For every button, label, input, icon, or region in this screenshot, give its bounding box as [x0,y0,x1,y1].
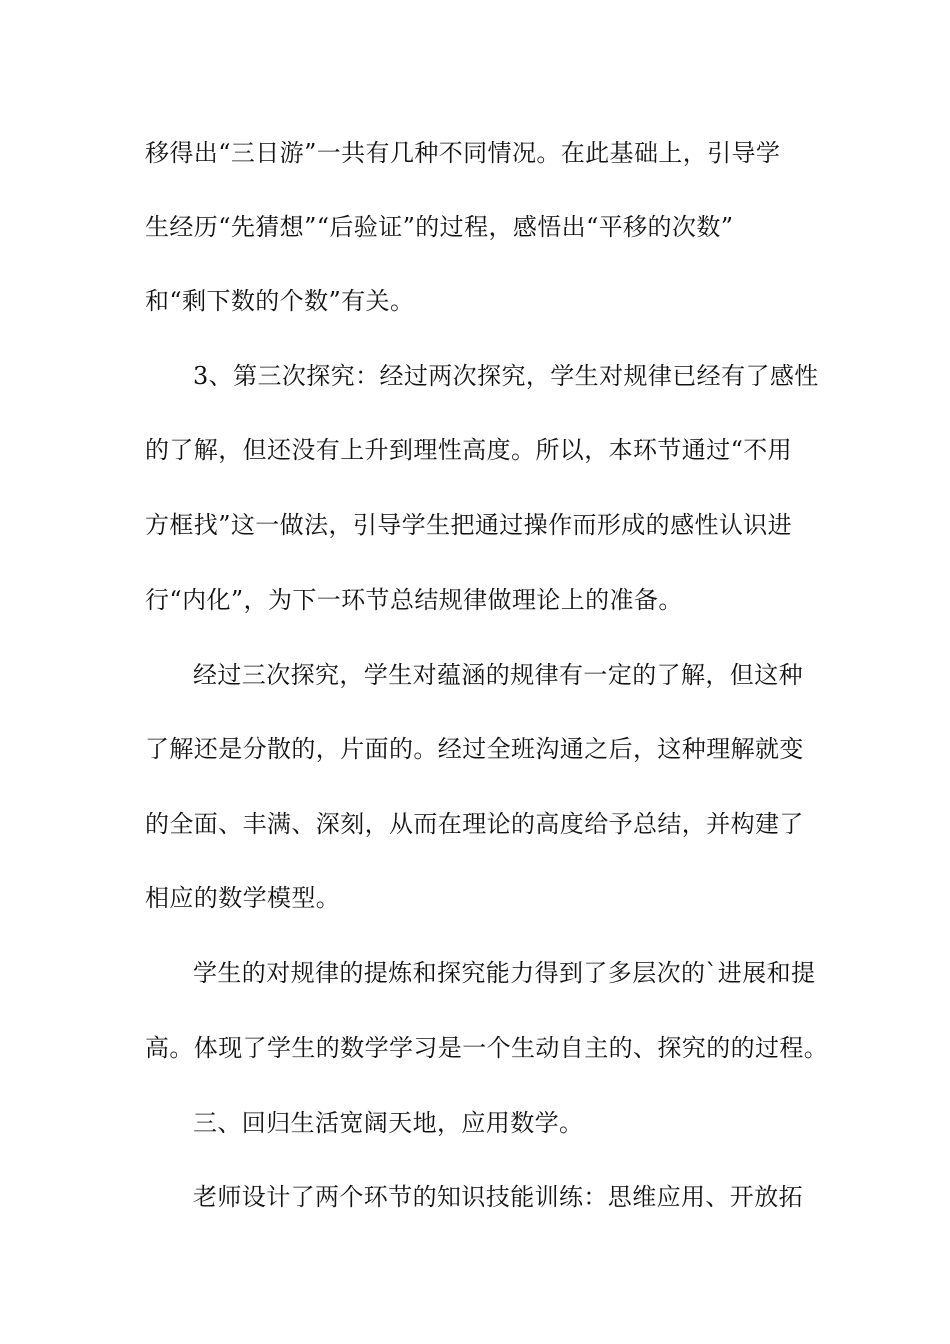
text-line: 生经历“先猜想”“后验证”的过程，感悟出“平移的次数” [145,213,734,241]
text-line: 的了解，但还没有上升到理性高度。所以，本环节通过“不用 [145,436,793,464]
text-line: 移得出“三日游”一共有几种不同情况。在此基础上，引导学 [145,139,781,167]
text-line: 和“剩下数的个数”有关。 [145,287,415,315]
paragraph-first-line: 学生的对规律的提炼和探究能力得到了多层次的`进展和提 [193,959,816,987]
text-line: 了解还是分散的，片面的。经过全班沟通之后，这种理解就变 [145,735,804,763]
text-line: 方框找”这一做法，引导学生把通过操作而形成的感性认识进 [145,511,793,539]
text-line: 的全面、丰满、深刻，从而在理论的高度给予总结，并构建了 [145,810,804,838]
paragraph-first-line: 3、第三次探究：经过两次探究，学生对规律已经有了感性 [193,362,819,390]
section-heading: 三、回归生活宽阔天地，应用数学。 [193,1109,584,1137]
paragraph-first-line: 老师设计了两个环节的知识技能训练：思维应用、开放拓 [193,1183,803,1211]
text-line: 高。体现了学生的数学学习是一个生动自主的、探究的的过程。 [145,1034,829,1062]
paragraph-first-line: 经过三次探究，学生对蕴涵的规律有一定的了解，但这种 [193,661,803,689]
text-line: 相应的数学模型。 [145,884,341,912]
text-line: 行“内化”，为下一环节总结规律做理论上的准备。 [145,586,683,614]
